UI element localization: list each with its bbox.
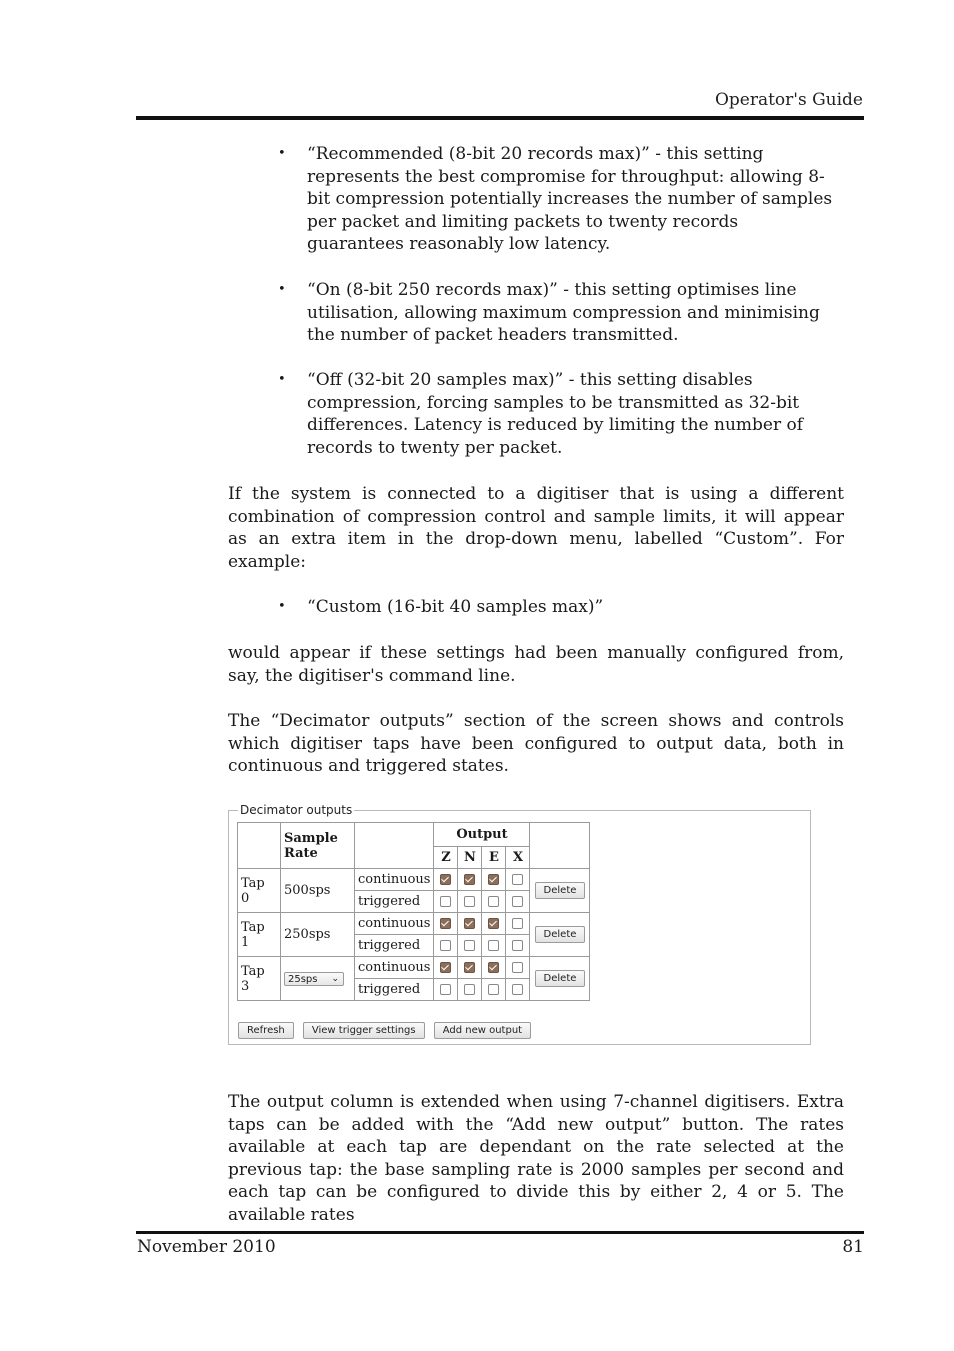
bullet-dot: • [278, 146, 286, 161]
checkbox-tap1-triggered-z[interactable] [440, 940, 451, 951]
header-output: Output [434, 823, 530, 847]
checkbox-tap3-triggered-e[interactable] [488, 984, 499, 995]
checkbox-tap1-continuous-e[interactable] [488, 918, 499, 929]
checkbox-tap1-triggered-x[interactable] [512, 940, 523, 951]
checkbox-tap3-continuous-e[interactable] [488, 962, 499, 973]
state-continuous: continuous [355, 913, 434, 935]
decimator-outputs-panel [228, 803, 811, 1045]
decimator-table [237, 822, 590, 1001]
checkbox-tap3-continuous-x[interactable] [512, 962, 523, 973]
header-blank [355, 823, 434, 869]
page-number: 81 [842, 1237, 864, 1257]
checkbox-tap0-triggered-x[interactable] [512, 896, 523, 907]
header-rule [136, 116, 864, 120]
view-trigger-settings-button[interactable]: View trigger settings [303, 1022, 425, 1039]
col-e: E [482, 847, 506, 869]
panel-legend: Decimator outputs [240, 803, 353, 817]
paragraph-decimator-intro: The “Decimator outputs” section of the screen shows and controls which digitiser taps have been configured to output data, both in continuous and triggered states. [228, 711, 844, 776]
header-blank [238, 823, 281, 869]
bullet-text: “Custom (16-bit 40 samples max)” [307, 597, 604, 617]
header-blank [530, 823, 590, 869]
footer-date: November 2010 [137, 1237, 276, 1257]
checkbox-tap0-triggered-z[interactable] [440, 896, 451, 907]
table-row [238, 913, 590, 935]
rate-select-value: 25sps [288, 974, 318, 985]
state-continuous: continuous [355, 957, 434, 979]
checkbox-tap1-triggered-e[interactable] [488, 940, 499, 951]
checkbox-tap0-continuous-e[interactable] [488, 874, 499, 885]
checkbox-tap3-continuous-z[interactable] [440, 962, 451, 973]
col-n: N [458, 847, 482, 869]
paragraph-output-column: The output column is extended when using 7-channel digitisers. Extra taps can be added with the “Add new output” button. The rates available at each tap are dependant on the rate selected at the previous tap: the base sampling rate is 2000 samples per second and each tap can be configured to divide this by either 2, 4 or 5. The available rates [228, 1092, 844, 1225]
bullet-dot: • [278, 282, 286, 297]
chevron-down-icon: ⌄ [331, 974, 339, 984]
paragraph-custom-intro: If the system is connected to a digitiser that is using a different combination of compression control and sample limits, it will appear as an extra item in the drop-down menu, labelled “Custom”. For example: [228, 484, 844, 572]
refresh-button[interactable]: Refresh [238, 1022, 294, 1039]
paragraph-custom-note: would appear if these settings had been manually configured from, say, the digitiser's command line. [228, 643, 844, 686]
bullet-dot: • [278, 599, 286, 614]
tap-rate: 250sps [281, 913, 355, 957]
tap-label: Tap 3 [238, 957, 281, 1001]
checkbox-tap3-triggered-n[interactable] [464, 984, 475, 995]
footer-rule [136, 1231, 864, 1234]
checkbox-tap3-triggered-x[interactable] [512, 984, 523, 995]
tap-label: Tap 0 [238, 869, 281, 913]
checkbox-tap0-triggered-n[interactable] [464, 896, 475, 907]
bullet-text: “On (8-bit 250 records max)” - this setting optimises line utilisation, allowing maximum compression and minimising the number of packet headers transmitted. [307, 280, 820, 345]
checkbox-tap0-continuous-n[interactable] [464, 874, 475, 885]
checkbox-tap1-continuous-n[interactable] [464, 918, 475, 929]
state-triggered: triggered [355, 935, 434, 957]
state-triggered: triggered [355, 979, 434, 1001]
col-z: Z [434, 847, 458, 869]
checkbox-tap1-continuous-z[interactable] [440, 918, 451, 929]
checkbox-tap1-continuous-x[interactable] [512, 918, 523, 929]
delete-button-tap3[interactable]: Delete [535, 970, 586, 987]
table-row [238, 957, 590, 979]
tap-rate: 500sps [281, 869, 355, 913]
delete-button-tap1[interactable]: Delete [535, 926, 586, 943]
checkbox-tap3-triggered-z[interactable] [440, 984, 451, 995]
col-x: X [506, 847, 530, 869]
delete-button-tap0[interactable]: Delete [535, 882, 586, 899]
running-header: Operator's Guide [714, 90, 863, 110]
checkbox-tap0-continuous-x[interactable] [512, 874, 523, 885]
add-new-output-button[interactable]: Add new output [434, 1022, 531, 1039]
bullet-text: “Off (32-bit 20 samples max)” - this setting disables compression, forcing samples to be transmitted as 32-bit differences. Latency is reduced by limiting the number of records to twenty per packet. [307, 370, 804, 458]
checkbox-tap0-continuous-z[interactable] [440, 874, 451, 885]
checkbox-tap0-triggered-e[interactable] [488, 896, 499, 907]
panel-actions [238, 1018, 535, 1039]
table-row [238, 869, 590, 891]
bullet-dot: • [278, 372, 286, 387]
state-continuous: continuous [355, 869, 434, 891]
bullet-text: “Recommended (8-bit 20 records max)” - this setting represents the best compromise for throughput: allowing 8-bit compression potentially increases the number of samples per packet and limiting packets to twenty records guarantees reasonably low latency. [307, 144, 833, 254]
checkbox-tap1-triggered-n[interactable] [464, 940, 475, 951]
state-triggered: triggered [355, 891, 434, 913]
checkbox-tap3-continuous-n[interactable] [464, 962, 475, 973]
tap-label: Tap 1 [238, 913, 281, 957]
rate-select[interactable] [284, 972, 344, 986]
header-sample-rate: Sample Rate [281, 823, 355, 869]
